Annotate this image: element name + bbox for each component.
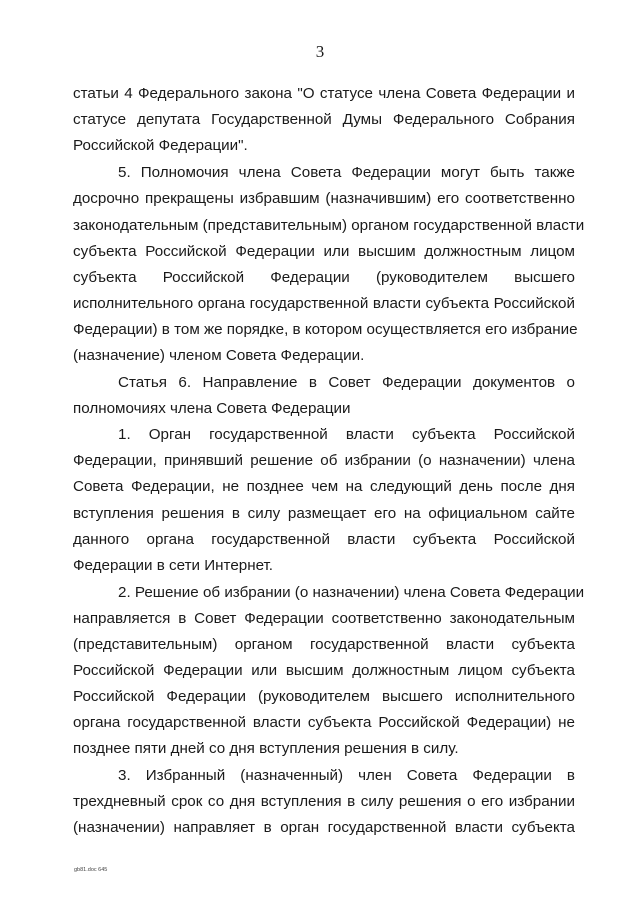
text-line: (представительным) органом государственной власти субъекта — [73, 636, 575, 653]
text-line: Совета Федерации, не позднее чем на следующий день после дня — [73, 478, 575, 495]
text-line: органа государственной власти субъекта Российской Федерации) не — [73, 714, 575, 731]
text-line: Федерации) в том же порядке, в котором осуществляется его избрание — [73, 321, 578, 338]
text-line: Российской Федерации или высшим должностным лицом субъекта — [73, 662, 575, 679]
text-line: данного органа государственной власти субъекта Российской — [73, 531, 575, 548]
text-line: 2. Решение об избрании (о назначении) члена Совета Федерации — [118, 584, 585, 601]
text-line: Российской Федерации". — [73, 137, 248, 154]
text-line: статьи 4 Федерального закона "О статусе члена Совета Федерации и — [73, 85, 575, 102]
text-line: законодательным (представительным) органом государственной власти — [73, 217, 585, 234]
text-line: 5. Полномочия члена Совета Федерации могут быть также — [118, 164, 575, 181]
text-line: трехдневный срок со дня вступления в силу решения о его избрании — [73, 793, 575, 810]
text-line: (назначение) членом Совета Федерации. — [73, 347, 365, 364]
text-line: Федерации, принявший решение об избрании (о назначении) члена — [73, 452, 575, 469]
text-line: 1. Орган государственной власти субъекта Российской — [118, 426, 575, 443]
text-line: Российской Федерации (руководителем высшего исполнительного — [73, 688, 575, 705]
text-line: статусе депутата Государственной Думы Федерального Собрания — [73, 111, 575, 128]
text-line: субъекта Российской Федерации или высшим должностным лицом — [73, 243, 575, 260]
text-line: (назначении) направляет в орган государственной власти субъекта — [73, 819, 575, 836]
text-line: 3. Избранный (назначенный) член Совета Федерации в — [118, 767, 575, 784]
page-number: 3 — [315, 42, 325, 61]
article-heading: Статья 6. Направление в Совет Федерации документов о — [118, 374, 575, 391]
text-line: позднее пяти дней со дня вступления решения в силу. — [73, 740, 459, 757]
footer-doc-code: gb81.doc 645 — [74, 867, 108, 873]
text-line: направляется в Совет Федерации соответственно законодательным — [73, 610, 575, 627]
text-line: исполнительного органа государственной власти субъекта Российской — [73, 295, 575, 312]
text-line: досрочно прекращены избравшим (назначившим) его соответственно — [73, 190, 575, 207]
article-heading: полномочиях члена Совета Федерации — [73, 400, 351, 417]
text-line: вступления решения в силу размещает его на официальном сайте — [73, 505, 575, 522]
text-line: субъекта Российской Федерации (руководителем высшего — [73, 269, 575, 286]
text-line: Федерации в сети Интернет. — [73, 557, 274, 574]
